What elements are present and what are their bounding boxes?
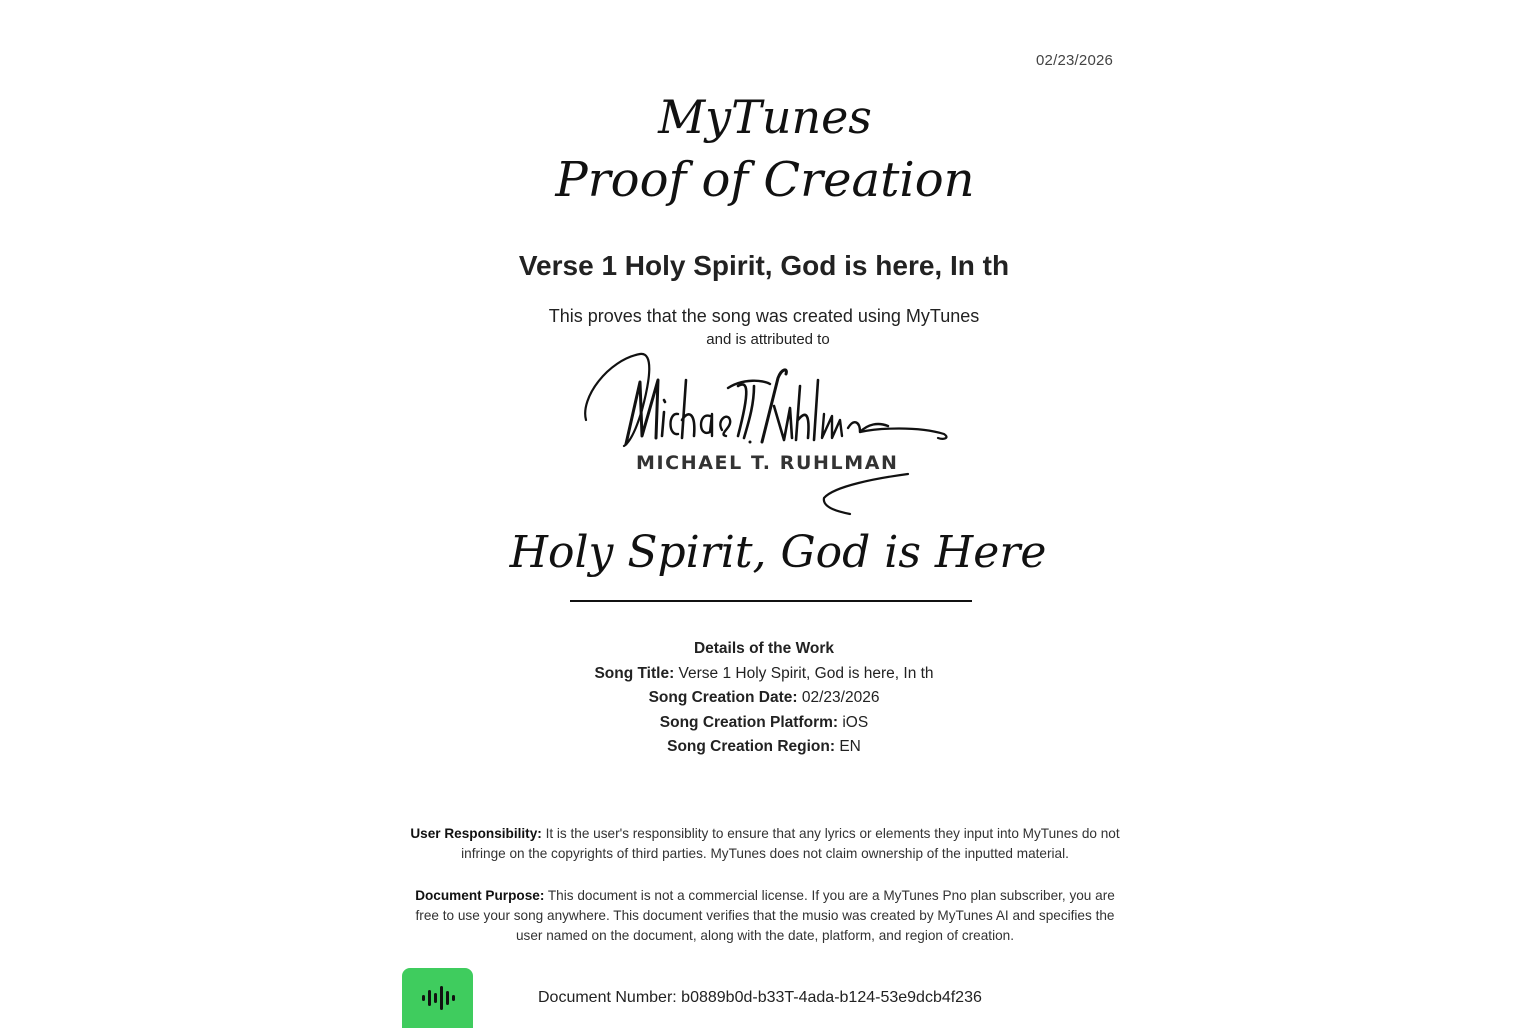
detail-value: Verse 1 Holy Spirit, God is here, In th	[678, 664, 934, 682]
detail-creation-date	[0, 686, 1528, 711]
proof-statement: This proves that the song was created using MyTunes	[548, 306, 980, 326]
detail-value: 02/23/2026	[801, 689, 880, 706]
detail-value: iOS	[842, 713, 869, 731]
detail-label: Song Title:	[594, 664, 675, 682]
detail-song-title	[0, 662, 1528, 687]
user-responsibility-text: It is the user's responsiblity to ensure that any lyrics or elements they input into MyTunes do not infringe on the copyrights of third parties. MyTunes does not claim ownership of the inputted material.	[461, 826, 1120, 861]
mytunes-logo	[402, 968, 473, 1028]
document-number	[538, 989, 982, 1007]
document-number-label: Document Number:	[538, 989, 677, 1006]
document-title: Proof of Creation	[555, 152, 975, 208]
user-responsibility-paragraph	[410, 824, 1120, 864]
song-script-title: Holy Spirit, God is Here	[509, 527, 1047, 578]
signer-name: MICHAEL T. RUHLMAN	[636, 452, 899, 474]
signature-icon	[578, 350, 950, 520]
detail-label: Song Creation Date:	[648, 689, 798, 706]
detail-label: Song Creation Platform:	[659, 713, 839, 731]
document-purpose-label: Document Purpose:	[415, 888, 545, 903]
document-date: 02/23/2026	[1036, 52, 1114, 69]
user-responsibility-label: User Responsibility:	[410, 826, 542, 841]
sound-wave-icon	[421, 984, 455, 1012]
attribution-statement: and is attributed to	[706, 331, 830, 348]
details-heading: Details of the Work	[693, 640, 835, 657]
document-number-value: b0889b0d-b33T-4ada-b124-53e9dcb4f236	[681, 989, 982, 1006]
document-purpose-text: This document is not a commercial license. If you are a MyTunes Pno plan subscriber, you are free to use your song anywhere. This document verifies that the musio was created by MyTunes AI and specifies the user named on the document, along with the date, platform, and region of creation.	[415, 888, 1115, 943]
detail-creation-region	[0, 735, 1528, 760]
brand-title: MyTunes	[658, 90, 872, 144]
detail-label: Song Creation Region:	[667, 738, 836, 755]
document-purpose-paragraph	[410, 886, 1120, 945]
signature-divider	[570, 600, 972, 602]
detail-creation-platform	[0, 711, 1528, 736]
song-heading: Verse 1 Holy Spirit, God is here, In th	[518, 250, 1010, 281]
detail-value: EN	[839, 738, 861, 755]
details-of-work	[0, 637, 1528, 760]
